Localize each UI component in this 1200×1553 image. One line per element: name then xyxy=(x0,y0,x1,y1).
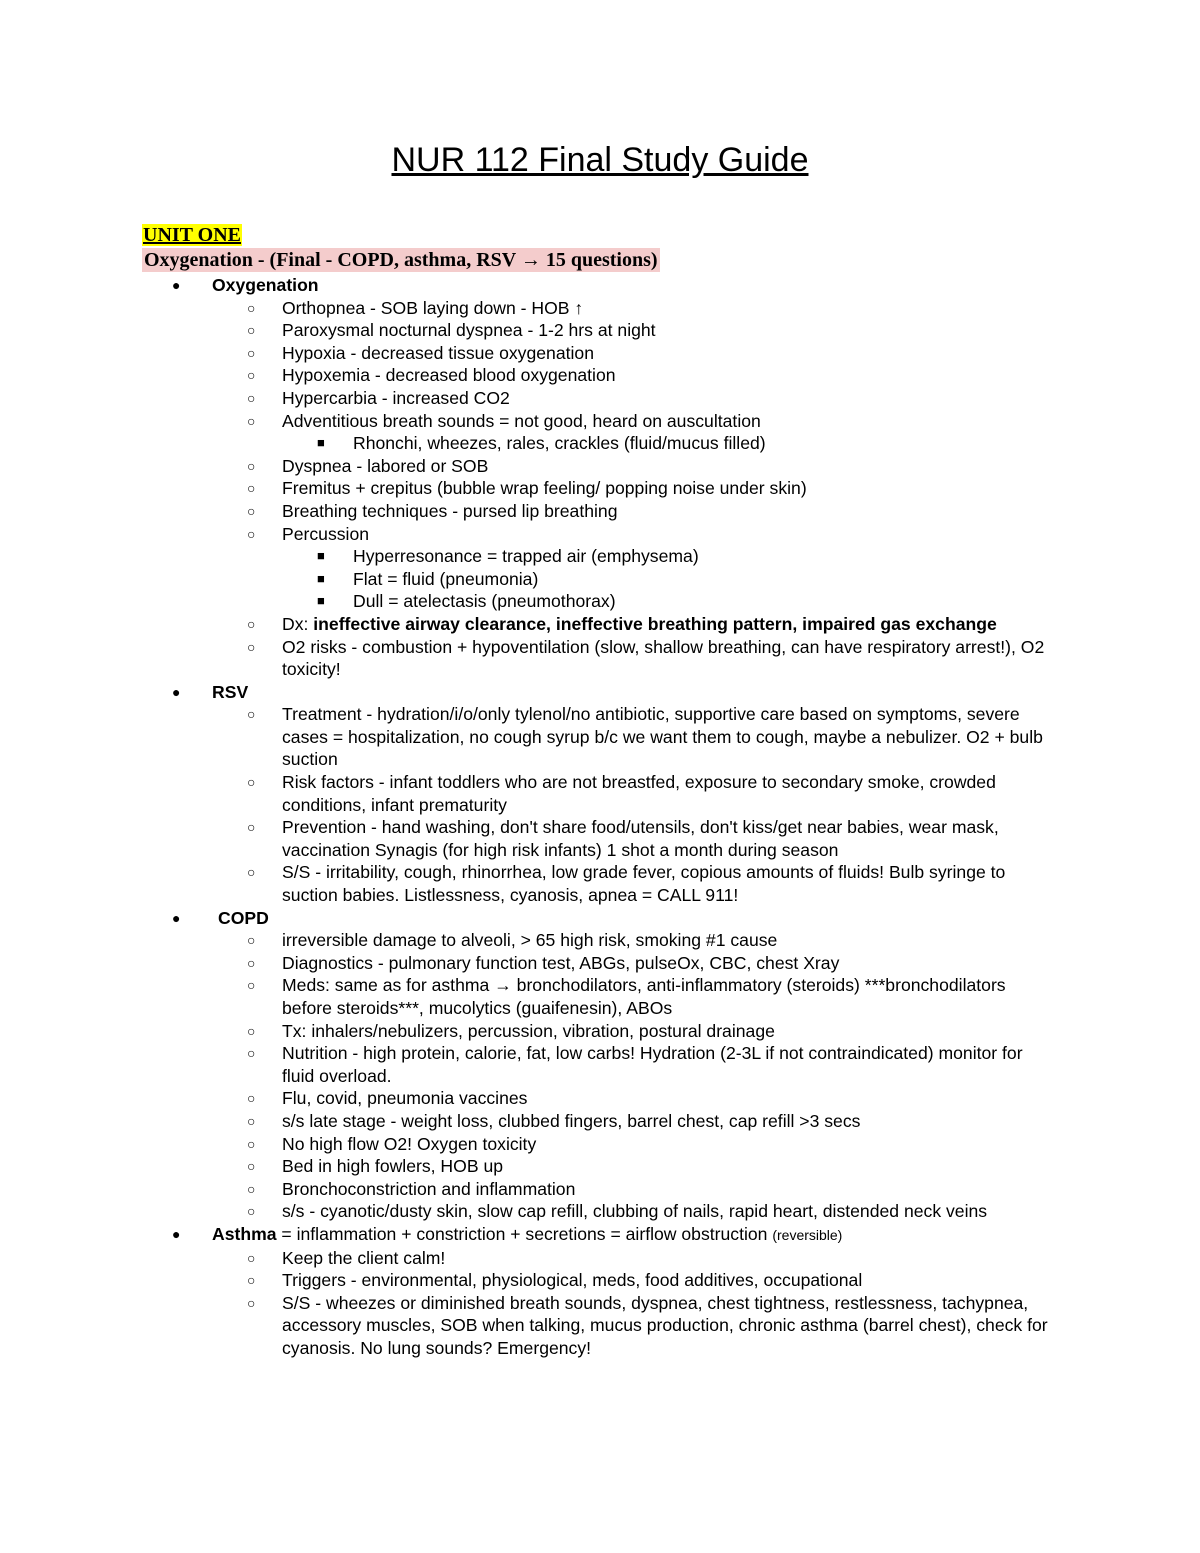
topic-heading: Oxygenation xyxy=(212,275,319,295)
list-item xyxy=(247,1133,1200,1156)
dx-label: Dx: xyxy=(282,613,314,634)
item-text: Flu, covid, pneumonia vaccines xyxy=(282,1088,528,1109)
item-text: Dyspnea - labored or SOB xyxy=(282,455,489,476)
item-text: Bed in high fowlers, HOB up xyxy=(282,1156,504,1177)
bullet-icon: ● xyxy=(172,683,181,700)
list-item xyxy=(247,477,1200,500)
list-item xyxy=(247,1178,1200,1201)
list-item xyxy=(247,974,1200,1019)
topic-list xyxy=(0,274,1200,1360)
topic-heading: COPD xyxy=(218,907,269,928)
item-text: Risk factors - infant toddlers who are not breastfed, exposure to secondary smoke, crowded conditions, infant prematurity xyxy=(282,772,996,815)
item-text: Keep the client calm! xyxy=(282,1247,446,1268)
list-item xyxy=(247,410,1200,455)
bullet-icon: ○ xyxy=(247,977,256,994)
bullet-icon: ○ xyxy=(247,954,256,971)
bullet-icon: ● xyxy=(172,1225,181,1242)
bullet-icon: ○ xyxy=(247,819,256,836)
bullet-icon: ○ xyxy=(247,480,256,497)
section-heading: Oxygenation - (Final - COPD, asthma, RSV → 15 questions) xyxy=(144,249,658,271)
bullet-icon: ○ xyxy=(247,502,256,519)
bullet-icon: ○ xyxy=(247,412,256,429)
list-item xyxy=(247,364,1200,387)
item-text: Fremitus + crepitus (bubble wrap feeling/ popping noise under skin) xyxy=(282,478,807,499)
bullet-icon: ○ xyxy=(247,1022,256,1039)
item-text: Triggers - environmental, physiological, meds, food additives, occupational xyxy=(282,1270,863,1291)
list-item xyxy=(247,703,1200,771)
list-item xyxy=(247,613,1200,636)
bullet-icon: ○ xyxy=(247,389,256,406)
subtopic-list xyxy=(212,703,1200,906)
item-text: No high flow O2! Oxygen toxicity xyxy=(282,1133,537,1154)
list-item xyxy=(247,387,1200,410)
bullet-icon: ○ xyxy=(247,299,256,316)
topic-rsv xyxy=(0,681,1200,907)
topic-oxygenation xyxy=(0,274,1200,681)
unit-heading: UNIT ONE xyxy=(143,224,241,246)
bullet-icon: ○ xyxy=(247,457,256,474)
item-text: Rhonchi, wheezes, rales, crackles (fluid/mucus filled) xyxy=(353,433,766,454)
item-text: s/s - cyanotic/dusty skin, slow cap refill, clubbing of nails, rapid heart, distended neck veins xyxy=(282,1201,988,1222)
list-item xyxy=(247,1292,1200,1360)
item-text: Diagnostics - pulmonary function test, ABGs, pulseOx, CBC, chest Xray xyxy=(282,952,840,973)
detail-list xyxy=(282,545,1050,613)
subtopic-list xyxy=(212,929,1200,1223)
bullet-icon: ○ xyxy=(247,932,256,949)
list-item xyxy=(247,771,1200,816)
list-item xyxy=(247,952,1200,975)
item-text: Hyperresonance = trapped air (emphysema) xyxy=(353,546,699,567)
item-text: Orthopnea - SOB laying down - HOB ↑ xyxy=(282,297,584,318)
item-text: Hypoxemia - decreased blood oxygenation xyxy=(282,365,616,386)
notes-content xyxy=(0,274,1200,1360)
list-item xyxy=(247,1042,1200,1087)
topic-copd xyxy=(0,907,1200,1223)
bullet-icon: ○ xyxy=(247,1294,256,1311)
topic-asthma xyxy=(0,1223,1200,1360)
list-item xyxy=(247,1087,1200,1110)
list-item xyxy=(247,500,1200,523)
list-item xyxy=(247,929,1200,952)
item-text: S/S - irritability, cough, rhinorrhea, low grade fever, copious amounts of fluids! Bulb syringe to suction babies. Listlessness, cyanosis, apnea = CALL 911! xyxy=(282,862,1006,906)
bullet-icon: ○ xyxy=(247,525,256,542)
list-item xyxy=(247,1247,1200,1270)
list-item xyxy=(247,319,1200,342)
item-text: Flat = fluid (pneumonia) xyxy=(353,568,539,589)
item-text: Breathing techniques - pursed lip breathing xyxy=(282,500,618,521)
bullet-icon: ■ xyxy=(317,548,325,564)
list-item xyxy=(317,545,1050,568)
bullet-icon: ○ xyxy=(247,1045,256,1062)
bullet-icon: ● xyxy=(172,909,181,926)
asthma-definition: = inflammation + constriction + secretions = airflow obstruction xyxy=(276,1223,773,1244)
dx-text: ineffective airway clearance, ineffective breathing pattern, impaired gas exchange xyxy=(313,613,997,634)
topic-heading: Asthma xyxy=(212,1223,277,1244)
bullet-icon: ● xyxy=(172,277,181,293)
bullet-icon: ○ xyxy=(247,322,256,339)
bullet-icon: ○ xyxy=(247,1203,256,1220)
item-text: Hypoxia - decreased tissue oxygenation xyxy=(282,342,594,363)
list-item xyxy=(317,432,1050,455)
bullet-icon: ○ xyxy=(247,1272,256,1289)
item-text: Tx: inhalers/nebulizers, percussion, vibration, postural drainage xyxy=(282,1020,775,1041)
list-item xyxy=(247,636,1200,681)
asthma-note: (reversible) xyxy=(772,1226,843,1243)
item-text: Nutrition - high protein, calorie, fat, low carbs! Hydration (2-3L if not contraindicated) monitor for fluid overload. xyxy=(282,1043,1023,1086)
list-item xyxy=(247,342,1200,365)
list-item xyxy=(247,861,1200,906)
item-text: Meds: same as for asthma → bronchodilators, anti-inflammatory (steroids) ***bronchodilators before steroids***, mucolytics (guaifenesin), ABOs xyxy=(282,975,1006,1018)
item-text: Dull = atelectasis (pneumothorax) xyxy=(353,591,616,612)
list-item xyxy=(247,816,1200,861)
list-item xyxy=(247,297,1200,320)
subtopic-list xyxy=(212,1247,1200,1360)
item-text: Hypercarbia - increased CO2 xyxy=(282,387,510,408)
item-text: Bronchoconstriction and inflammation xyxy=(282,1178,576,1199)
bullet-icon: ■ xyxy=(317,435,325,451)
list-item xyxy=(247,1020,1200,1043)
bullet-icon: ○ xyxy=(247,344,256,361)
bullet-icon: ■ xyxy=(317,593,325,609)
bullet-icon: ○ xyxy=(247,1112,256,1129)
bullet-icon: ○ xyxy=(247,774,256,791)
bullet-icon: ○ xyxy=(247,1249,256,1266)
bullet-icon: ○ xyxy=(247,367,256,384)
item-text: Treatment - hydration/i/o/only tylenol/no antibiotic, supportive care based on symptoms, severe cases = hospitalization, no cough syrup b/c we want them to cough, maybe a nebulizer. O2 + bulb suction xyxy=(282,704,1043,770)
bullet-icon: ○ xyxy=(247,615,256,632)
item-text: Percussion xyxy=(282,523,370,544)
list-item xyxy=(247,1110,1200,1133)
list-item xyxy=(247,455,1200,478)
item-text: Prevention - hand washing, don't share food/utensils, don't kiss/get near babies, wear mask, vaccination Synagis (for high risk infants) 1 shot a month during season xyxy=(282,817,999,860)
bullet-icon: ○ xyxy=(247,638,256,655)
list-item xyxy=(317,590,1050,613)
list-item xyxy=(247,523,1200,613)
detail-list xyxy=(282,432,1050,455)
list-item xyxy=(317,568,1050,591)
bullet-icon: ○ xyxy=(247,864,256,881)
bullet-icon: ○ xyxy=(247,1135,256,1152)
bullet-icon: ○ xyxy=(247,1158,256,1175)
page-title: NUR 112 Final Study Guide xyxy=(391,141,809,179)
subtopic-list xyxy=(212,297,1200,681)
topic-heading: RSV xyxy=(212,681,249,702)
bullet-icon: ○ xyxy=(247,1090,256,1107)
list-item xyxy=(247,1269,1200,1292)
item-text: irreversible damage to alveoli, > 65 high risk, smoking #1 cause xyxy=(282,930,778,951)
bullet-icon: ○ xyxy=(247,706,256,723)
bullet-icon: ○ xyxy=(247,1180,256,1197)
list-item xyxy=(247,1155,1200,1178)
item-text: S/S - wheezes or diminished breath sounds, dyspnea, chest tightness, restlessness, tachypnea, accessory muscles, SOB when talking, mucus production, chronic asthma (barrel chest), check for cyanosis. No lung sounds? Emergency! xyxy=(282,1292,1048,1358)
item-text: Paroxysmal nocturnal dyspnea - 1-2 hrs at night xyxy=(282,320,656,341)
item-text: s/s late stage - weight loss, clubbed fingers, barrel chest, cap refill >3 secs xyxy=(282,1110,861,1131)
list-item xyxy=(247,1200,1200,1223)
bullet-icon: ■ xyxy=(317,570,325,586)
item-text: Adventitious breath sounds = not good, heard on auscultation xyxy=(282,410,761,431)
item-text: O2 risks - combustion + hypoventilation (slow, shallow breathing, can have respiratory arrest!), O2 toxicity! xyxy=(282,636,1045,680)
